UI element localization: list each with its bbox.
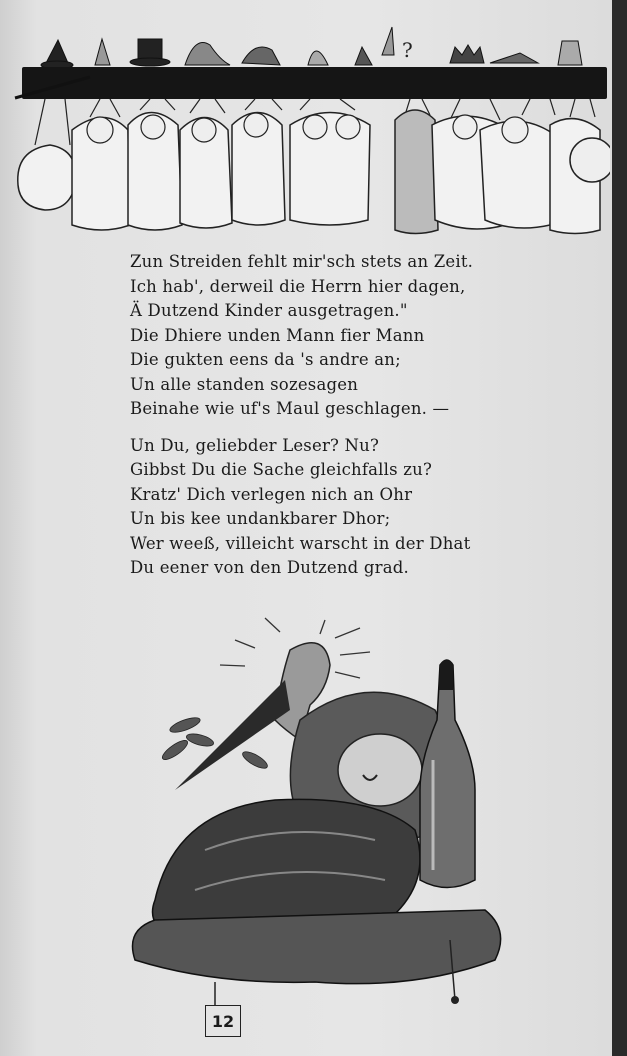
poem	[130, 250, 550, 581]
poem-line: Die gukten eens da 's andre an;	[130, 350, 401, 369]
question-mark: ?	[402, 38, 413, 62]
poem-line: Gibbst Du die Sache gleichfalls zu?	[130, 460, 433, 479]
poem-line: Kratz' Dich verlegen nich an Ohr	[130, 484, 413, 504]
page-number: 12	[205, 1005, 241, 1037]
poem-line: Ich hab', derweil die Herrn hier dagen,	[130, 276, 466, 296]
hanging-babies-illustration	[10, 25, 610, 240]
poem-line: Un bis kee undankbarer Dhor;	[130, 509, 391, 528]
poem-line: Ä Dutzend Kinder ausgetragen."	[130, 301, 408, 320]
poem-line: Un Du, geliebder Leser? Nu?	[130, 435, 380, 455]
poem-line: Zun Streiden fehlt mir'sch stets an Zeit.	[130, 252, 474, 271]
stanza-gap	[130, 422, 550, 434]
poem-line: Un alle standen sozesagen	[130, 374, 359, 394]
poem-line: Beinahe wie uf's Maul geschlagen. —	[130, 399, 450, 418]
poem-line: Du eener von den Dutzend grad.	[130, 558, 409, 577]
page-edge-shadow	[612, 0, 627, 1056]
poem-line: Wer weeß, villeicht warscht in der Dhat	[130, 533, 471, 553]
stork-baby-bottle-illustration	[115, 610, 525, 1010]
poem-line: Die Dhiere unden Mann fier Mann	[130, 325, 425, 345]
